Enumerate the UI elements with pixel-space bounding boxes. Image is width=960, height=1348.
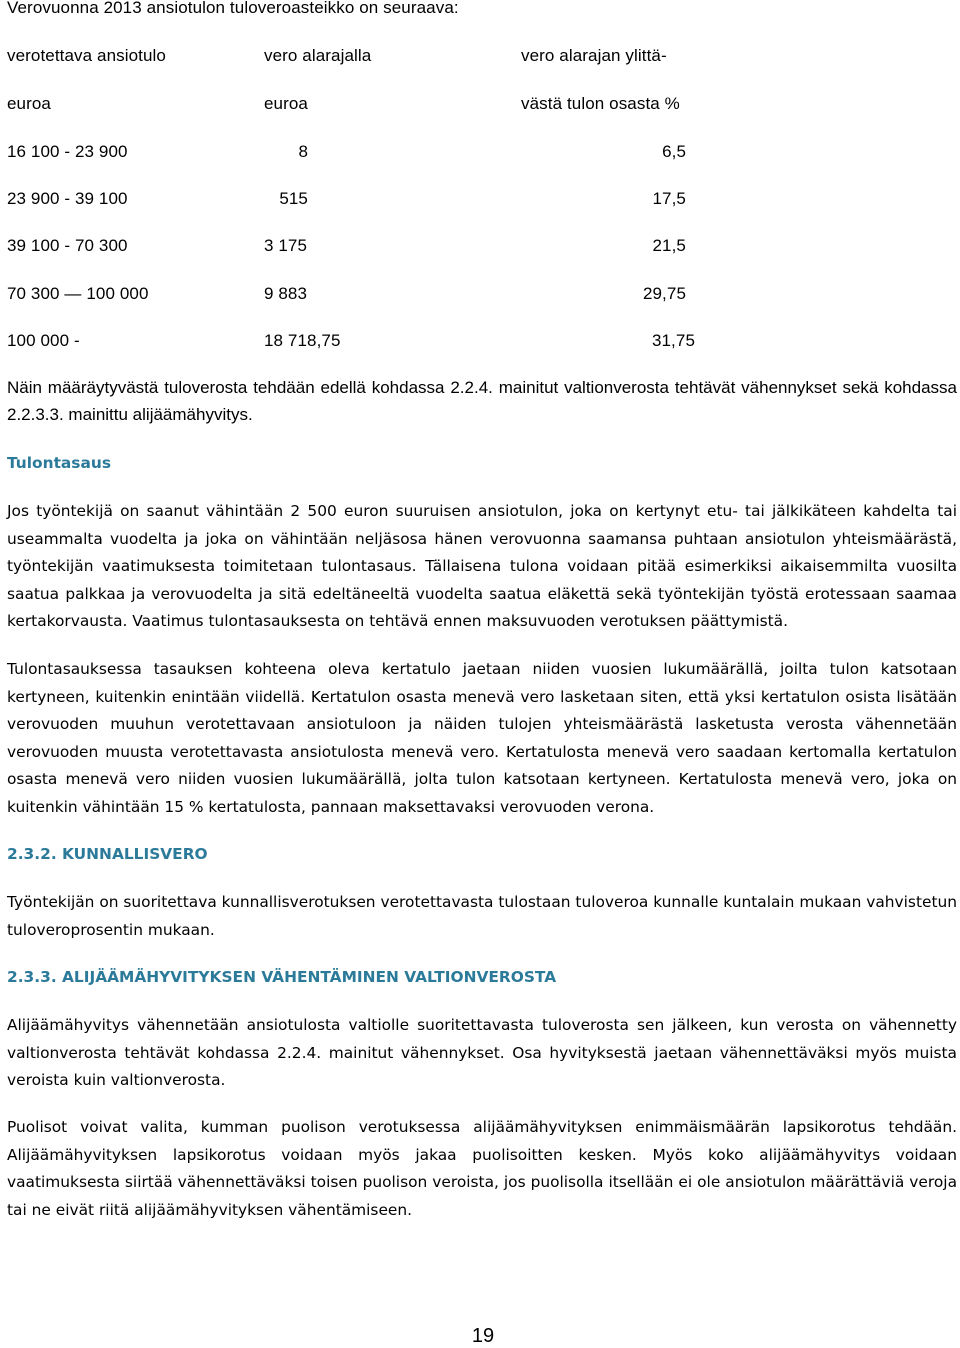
kunnallisvero-paragraph: Työntekijän on suoritettava kunnallisverotuksen verotettavasta tulostaan tuloveroa kunnalle kuntalain mukaan vahvistetun tuloveroprosentin mukaan. (7, 893, 957, 939)
table-cell-rate: 6,5 (662, 142, 686, 161)
table-header-col2: vero alarajalla (264, 46, 372, 65)
table-cell-range: 39 100 - 70 300 (7, 236, 128, 255)
alijaama-paragraph-2: Puolisot voivat valita, kumman puolison verotuksessa alijäämähyvityksen enimmäismäärän lapsikorotus tehdään. Alijäämähyvityksen lapsikorotus voidaan myös jakaa puolisoitten kesken. Myös koko alijäämähyvitys voidaan vaatimuksesta siirtää vähennettäväksi toisen puolison veroista, jos puolisolla itsellään ei ole ansiotulon määrättäviä veroja tai ne eivät riitä alijäämähyvityksen vähentämiseen. (7, 1118, 957, 1219)
table-cell-base-tax: 18 718,75 (264, 331, 341, 350)
table-cell-range: 23 900 - 39 100 (7, 189, 128, 208)
tulontasaus-paragraph-2: Tulontasauksessa tasauksen kohteena oleva kertatulo jaetaan niiden vuosien lukumäärällä, joilta tulon katsotaan kertyneen, kuitenkin enintään viidellä. Kertatulon osasta menevä vero lasketaan siten, että yksi kertatulon osista lisätään verovuoden muuhun verotettavaan ansiotuloon ja näiden tulojen yhteismäärästä lasketusta verosta vähennetään verovuoden muusta verotettavasta ansiotulosta menevä vero. Kertatulosta menevä vero saadaan kertomalla kertatulon osasta menevä vero niiden vuosien lukumäärällä, jolta tulon katsotaan kertyneen. Kertatulosta menevä vero, joka on kuitenkin vähintään 15 % kertatulosta, pannaan maksettavaksi verovuoden verona. (7, 660, 957, 816)
table-header-col1: verotettava ansiotulo (7, 46, 166, 65)
table-subheader-col2: euroa (264, 94, 308, 113)
table-cell-base-tax: 8 (298, 142, 308, 161)
alijaama-paragraph-1: Alijäämähyvitys vähennetään ansiotulosta valtiolle suoritettavasta tuloverosta sen jälkeen, kun verosta on vähennetty valtionverosta tehtävät kohdassa 2.2.4. mainitut vähennykset. Osa hyvityksestä jaetaan vähennettäväksi myös muista veroista kuin valtionverosta. (7, 1016, 957, 1090)
table-cell-rate: 29,75 (642, 284, 686, 303)
tulontasaus-paragraph-1: Jos työntekijä on saanut vähintään 2 500 euron suuruisen ansiotulon, joka on kertynyt etu- tai jälkikäteen kahdelta tai useammalta vuodelta ja joka on vähintään neljäsosa hänen verovuonna saamansa puhtaan ansiotulon yhteismäärästä, työntekijän vaatimuksesta toimitetaan tulontasaus. Tällaisena tulona voidaan pitää esimerkiksi aikaisemmilta vuosilta saatua palkkaa ja verovuodelta ja sitä edeltäneeltä vuodelta saatua eläkettä sekä työntekijän työstä erotessaan saamaa kertakorvausta. Vaatimus tulontasauksesta on tehtävä ennen maksuvuoden verotuksen päättymistä. (7, 502, 957, 631)
intro-line: Verovuonna 2013 ansiotulon tuloveroasteikko on seuraava: (7, 0, 459, 17)
table-cell-rate: 17,5 (652, 189, 686, 208)
page-number: 19 (471, 1325, 495, 1347)
table-cell-base-tax: 3 175 (264, 236, 308, 255)
table-cell-rate: 21,5 (652, 236, 686, 255)
section-heading-tulontasaus: Tulontasaus (7, 454, 111, 472)
table-header-col3: vero alarajan ylittä- (521, 46, 667, 65)
after-table-paragraph: Näin määräytyvästä tuloverosta tehdään edellä kohdassa 2.2.4. mainitut valtionverosta tehtävät vähennykset sekä kohdassa 2.2.3.3. mainittu alijäämähyvitys. (7, 378, 957, 424)
table-cell-rate: 31,75 (651, 331, 695, 350)
table-cell-base-tax: 9 883 (264, 284, 308, 303)
table-cell-range: 100 000 - (7, 331, 80, 350)
table-subheader-col3: västä tulon osasta % (521, 94, 680, 113)
section-heading-kunnallisvero: 2.3.2. KUNNALLISVERO (7, 845, 208, 863)
table-cell-base-tax: 515 (279, 189, 308, 208)
table-cell-range: 70 300 — 100 000 (7, 284, 149, 303)
section-heading-alijaamahyvitys: 2.3.3. ALIJÄÄMÄHYVITYKSEN VÄHENTÄMINEN VALTIONVEROSTA (7, 968, 557, 986)
table-cell-range: 16 100 - 23 900 (7, 142, 128, 161)
table-subheader-col1: euroa (7, 94, 51, 113)
